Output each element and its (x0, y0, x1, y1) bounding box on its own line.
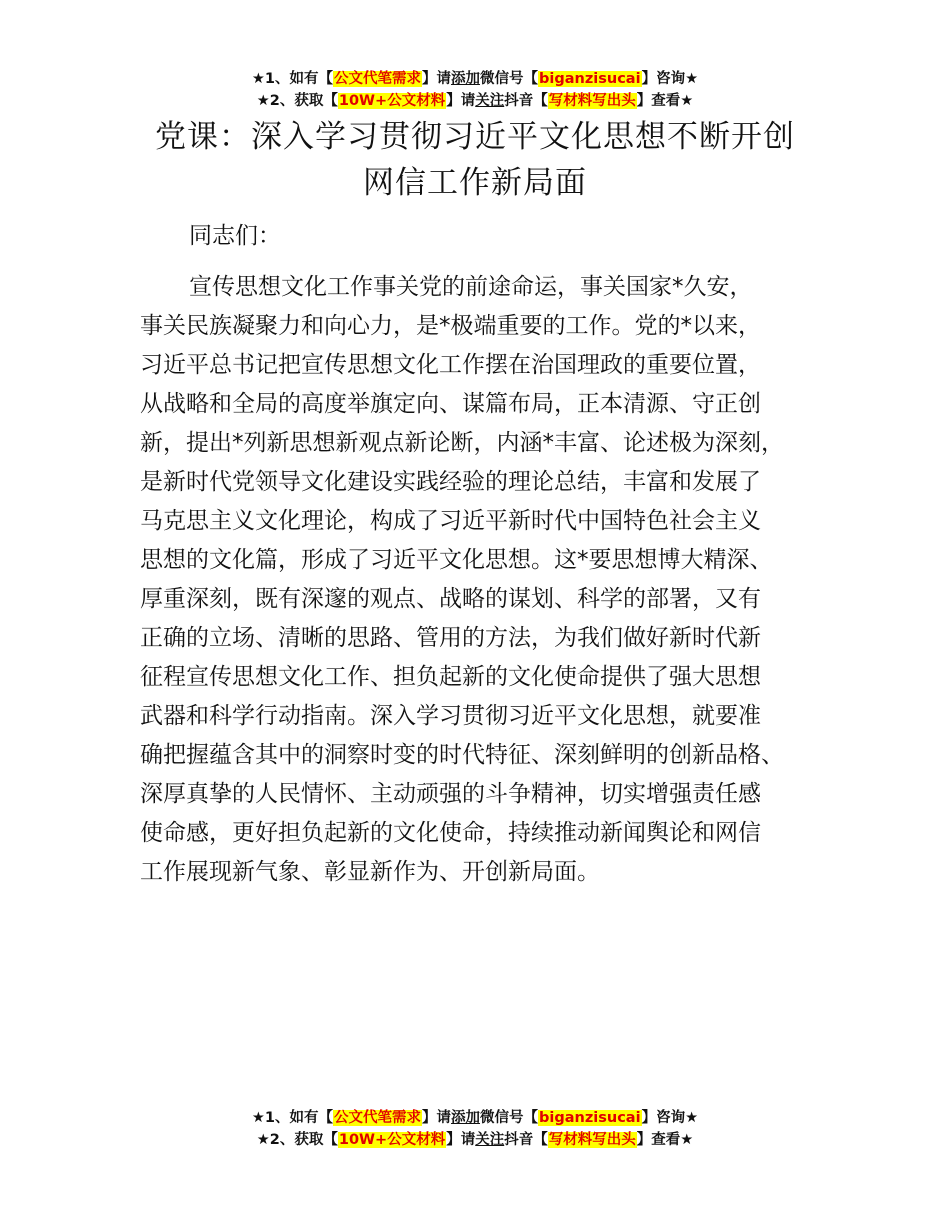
body-line: 征程宣传思想文化工作、担负起新的文化使命提供了强大思想 (140, 664, 761, 690)
body-line: 新，提出*列新思想新观点新论断，内涵*丰富、论述极为深刻， (140, 430, 784, 456)
body-line: 工作展现新气象、彰显新作为、开创新局面。 (140, 859, 600, 885)
body-line: 深厚真挚的人民情怀、主动顽强的斗争精神，切实增强责任感 (140, 781, 761, 807)
banner-text: 】请 (446, 1132, 476, 1148)
banner-text: 】请 (422, 1110, 452, 1126)
banner-text: ★1、如有【 (251, 1110, 334, 1126)
body-line: 思想的文化篇，形成了习近平文化思想。这*要思想博大精深、 (140, 547, 773, 573)
title-line-1: 党课：深入学习贯彻习近平文化思想不断开创 (155, 119, 795, 155)
salutation: 同志们： (189, 223, 281, 249)
banner-highlight: 10W+公文材料 (338, 1132, 446, 1148)
banner-underlined: 关注 (475, 1132, 505, 1148)
banner-text: 】咨询★ (641, 1110, 699, 1126)
banner-line-1 (0, 1107, 950, 1129)
banner-line-2 (0, 1129, 950, 1151)
title-line-2: 网信工作新局面 (363, 165, 587, 201)
banner-highlight-douyin-id: 写材料写出头 (548, 93, 636, 109)
body-line: 是新时代党领导文化建设实践经验的理论总结，丰富和发展了 (140, 469, 761, 495)
body-paragraph (140, 268, 840, 892)
banner-text: ★1、如有【 (251, 71, 334, 87)
banner-line-1 (0, 68, 950, 90)
body-line: 使命感，更好担负起新的文化使命，持续推动新闻舆论和网信 (140, 820, 761, 846)
promo-banner-bottom (0, 1107, 950, 1151)
banner-text: 微信号【 (480, 71, 539, 87)
banner-text: 抖音【 (504, 1132, 548, 1148)
banner-text: 】查看★ (636, 93, 694, 109)
body-line: 正确的立场、清晰的思路、管用的方法，为我们做好新时代新 (140, 625, 761, 651)
body-line: 马克思主义文化理论，构成了习近平新时代中国特色社会主义 (140, 508, 761, 534)
body-line: 习近平总书记把宣传思想文化工作摆在治国理政的重要位置， (140, 352, 761, 378)
banner-highlight-wechat-id: biganzisucai (539, 71, 641, 87)
banner-highlight-douyin-id: 写材料写出头 (548, 1132, 636, 1148)
banner-text: ★2、获取【 (256, 93, 338, 109)
banner-highlight: 公文代笔需求 (334, 71, 422, 87)
banner-underlined: 添加 (451, 71, 481, 87)
banner-highlight-wechat-id: biganzisucai (539, 1110, 641, 1126)
banner-text: 微信号【 (480, 1110, 539, 1126)
body-line: 厚重深刻，既有深邃的观点、战略的谋划、科学的部署，又有 (140, 586, 761, 612)
banner-underlined: 关注 (475, 93, 505, 109)
banner-text: ★2、获取【 (256, 1132, 338, 1148)
document-title (0, 114, 950, 206)
banner-highlight: 公文代笔需求 (334, 1110, 422, 1126)
promo-banner-top (0, 68, 950, 112)
banner-text: 】查看★ (636, 1132, 694, 1148)
banner-text: 】请 (446, 93, 476, 109)
banner-text: 】请 (422, 71, 452, 87)
body-line: 确把握蕴含其中的洞察时变的时代特征、深刻鲜明的创新品格、 (140, 742, 784, 768)
banner-highlight: 10W+公文材料 (338, 93, 446, 109)
body-line: 事关民族凝聚力和向心力，是*极端重要的工作。党的*以来， (140, 313, 761, 339)
body-line: 从战略和全局的高度举旗定向、谋篇布局，正本清源、守正创 (140, 391, 761, 417)
body-line: 武器和科学行动指南。深入学习贯彻习近平文化思想，就要准 (140, 703, 761, 729)
banner-text: 】咨询★ (641, 71, 699, 87)
banner-underlined: 添加 (451, 1110, 481, 1126)
banner-text: 抖音【 (504, 93, 548, 109)
body-line: 宣传思想文化工作事关党的前途命运，事关国家*久安， (189, 274, 753, 300)
banner-line-2 (0, 90, 950, 112)
